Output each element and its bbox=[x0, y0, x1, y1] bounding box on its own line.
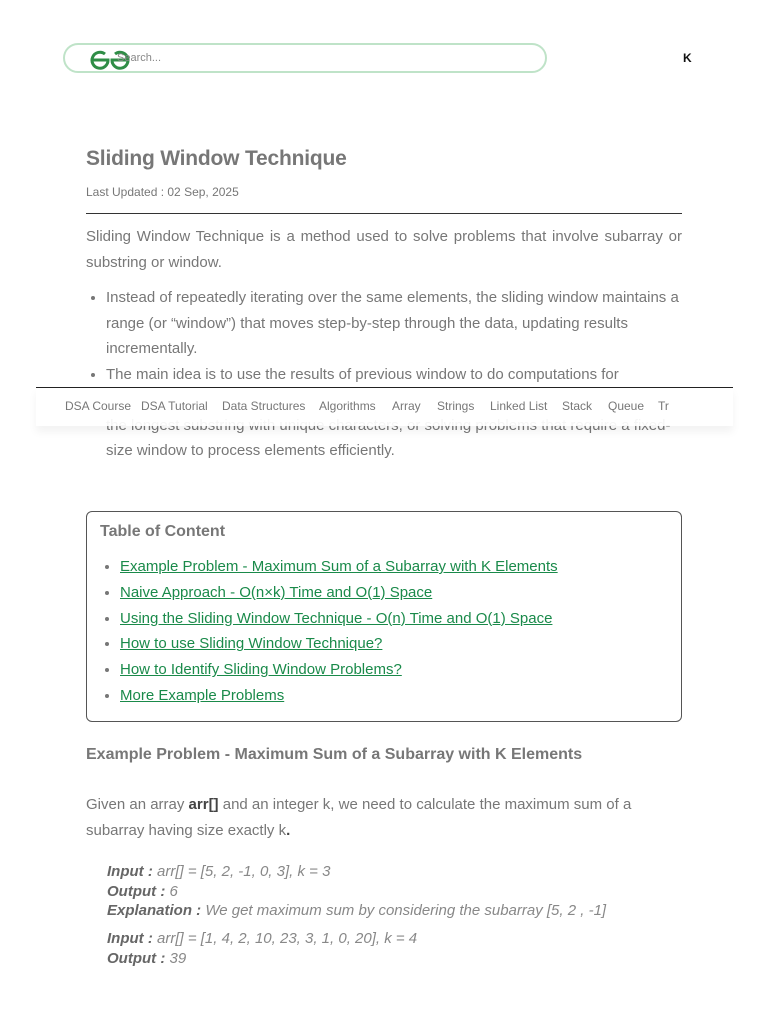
section-heading: Example Problem - Maximum Sum of a Subarray with K Elements bbox=[86, 746, 583, 763]
profile-avatar[interactable]: K bbox=[683, 51, 692, 65]
nav-item-dsa-tutorial[interactable]: DSA Tutorial bbox=[141, 399, 208, 413]
toc-item bbox=[120, 580, 558, 606]
nav-item-queue[interactable]: Queue bbox=[608, 399, 645, 413]
page-title: Sliding Window Technique bbox=[86, 147, 347, 170]
toc-link[interactable]: Naive Approach - O(n×k) Time and O(1) Space bbox=[120, 583, 433, 601]
intro-paragraph: Sliding Window Technique is a method used to solve problems that involve subarray or substring or window. bbox=[86, 228, 682, 271]
toc-item bbox=[120, 657, 558, 683]
topic-nav-bar bbox=[36, 387, 733, 426]
toc-item bbox=[120, 554, 558, 580]
search-input[interactable]: Search... bbox=[117, 52, 162, 64]
last-updated: Last Updated : 02 Sep, 2025 bbox=[86, 185, 239, 199]
search-bar[interactable] bbox=[63, 43, 547, 73]
title-divider bbox=[86, 213, 682, 214]
toc-item bbox=[120, 606, 558, 632]
toc-link[interactable]: Using the Sliding Window Technique - O(n) Time and O(1) Space bbox=[120, 609, 553, 627]
nav-item-tree[interactable]: Tr bbox=[658, 399, 669, 413]
topic-nav-scroll[interactable] bbox=[36, 388, 670, 426]
example-block: Input : arr[] = [1, 4, 2, 10, 23, 3, 1, 0, 20], k = 4 Output : 39 bbox=[107, 930, 418, 967]
toc-title: Table of Content bbox=[100, 523, 226, 540]
nav-item-array[interactable]: Array bbox=[392, 399, 421, 413]
list-item: • Instead of repeatedly iterating over the same elements, the sliding window maintains a range (or “window”) that moves step-by-step through the data, updating results incrementally. bbox=[106, 285, 682, 362]
problem-array-name: arr[] bbox=[188, 796, 219, 813]
toc-link[interactable]: How to Identify Sliding Window Problems? bbox=[120, 661, 402, 679]
nav-item-data-structures[interactable]: Data Structures bbox=[222, 399, 306, 413]
nav-item-linked-list[interactable]: Linked List bbox=[490, 399, 548, 413]
intro-bullets bbox=[86, 285, 682, 464]
list-item: size window to process elements efficiently. bbox=[106, 442, 395, 459]
nav-item-dsa-course[interactable]: DSA Course bbox=[65, 399, 132, 413]
nav-item-stack[interactable]: Stack bbox=[562, 399, 593, 413]
example-block: Input : arr[] = [5, 2, -1, 0, 3], k = 3 Output : 6 Explanation : We get maximum sum by considering the subarray [5, 2 , -1] bbox=[107, 863, 607, 919]
list-item: • The main idea is to use the results of previous window to do computations for bbox=[106, 362, 682, 388]
toc-link[interactable]: Example Problem - Maximum Sum of a Subarray with K Elements bbox=[120, 558, 558, 575]
problem-statement: Given an array arr[] and an integer k, we need to calculate the maximum sum of a subarray having size exactly k. bbox=[86, 796, 632, 839]
toc-list bbox=[100, 554, 558, 709]
nav-item-strings[interactable]: Strings bbox=[437, 399, 475, 413]
toc-item bbox=[120, 631, 558, 657]
toc-link[interactable]: More Example Problems bbox=[120, 686, 285, 704]
nav-item-algorithms[interactable]: Algorithms bbox=[319, 399, 376, 413]
table-of-content bbox=[86, 511, 682, 722]
toc-item bbox=[120, 683, 558, 709]
toc-link[interactable]: How to use Sliding Window Technique? bbox=[120, 635, 383, 653]
